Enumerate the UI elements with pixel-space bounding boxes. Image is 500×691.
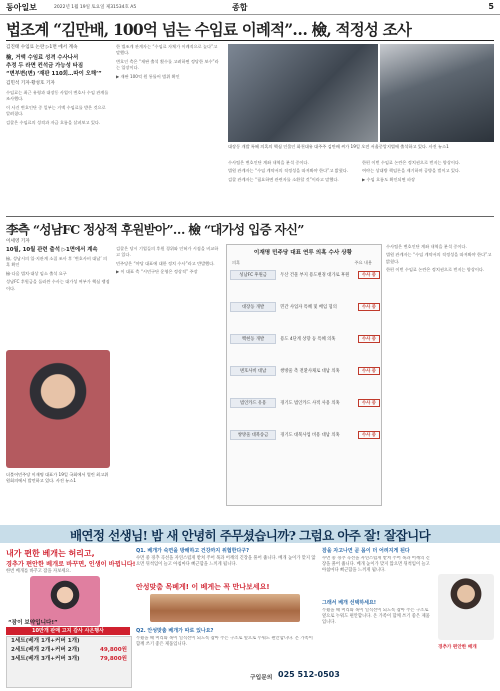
article2-col1 — [6, 256, 110, 346]
ad-center-big: 안성맞춤 목베게! 이 베게는 꼭 만나보세요! — [136, 583, 270, 591]
price-amount: 49,800원 — [100, 647, 127, 653]
headline-rule — [6, 40, 494, 41]
article1-paragraph: 검찰은 수임료의 성격과 자금 흐름을 살펴보고 있다. — [6, 119, 101, 125]
table-cell-detail: 쌍방울 측 전환사채로 대납 의혹 — [280, 369, 340, 374]
article1-paragraph: 한 법조계 관계자는 “수임료 자체가 이례적으로 높다”고 말했다. — [116, 44, 218, 56]
ad-right-head-2: 그래서 베개 선택하세요! — [322, 600, 377, 606]
ad-right-head-1: 잠을 자고나면 곧 몸이 더 어려지게 된다 — [322, 548, 410, 554]
ad-question-1-body: 수면 중 경추 곡선을 자연스럽게 받쳐 주어 목과 어깨의 긴장을 풀어 줍니다. 베개 높이가 맞지 않으면 뒤척임이 늘고 아침마다 뻐근함을 느끼게 됩니다. — [136, 556, 316, 567]
article1-paragraph: 법원 관계자는 “수임 계약서의 적정성을 따져봐야 한다”고 밝혔다. — [228, 168, 349, 174]
article1-paragraph: 변호인 측은 “재판 출석 횟수를 고려하면 정당한 보수”라는 입장이다. — [116, 58, 219, 71]
article2-col2 — [116, 246, 220, 518]
table-cell-status: 수사 중 — [358, 271, 380, 279]
article1-paragraph: 이 사건 변호인단 중 일부는 거액 수임료를 받은 것으로 알려졌다. — [6, 104, 106, 117]
article1-paragraph: ▶ 수임 흐름도 확인되면 파장 — [362, 176, 416, 182]
table-cell-issue: 변호사비 대납 — [230, 366, 276, 376]
ad-red-note: 한번 베개를 바꾸고 잠을 자보세요. — [6, 569, 71, 574]
article2-paragraph: 檢, 성남시의 입·지관계 소집 조사 후 ‘변호사비 대납’ 의혹 확인 — [6, 256, 108, 268]
table-title: 이재명 민주당 대표 연루 의혹 수사 상황 — [253, 250, 353, 256]
table-header-right: 주요 내용 — [354, 260, 372, 265]
article1-paragraph: 수사팀은 변호인단 계좌 내역을 분석 중이다. — [228, 160, 309, 165]
table-cell-detail: 민간 사업자 특혜 및 배임 혐의 — [280, 305, 337, 310]
article1-col5 — [362, 160, 494, 212]
ad-red-headline-1: 내가 편한 베개는 허리고, — [6, 549, 95, 558]
table-cell-detail: 두산 건물 부지 용도변경 대가로 후원 — [280, 273, 350, 278]
table-header-left: 의혹 — [232, 260, 241, 265]
article1-col3 — [228, 160, 356, 212]
table-row — [230, 398, 380, 408]
article2-paragraph: 검찰은 당시 기업들의 후원 경위와 인허가 시점을 비교하고 있다. — [116, 246, 219, 258]
ad-right-label: 경추가 편안한 베개 — [438, 645, 477, 650]
article2-subhead: 10월, 10월 관련 출석 ▷1면에서 계속 — [6, 247, 98, 253]
table-cell-status: 수사 중 — [358, 367, 380, 375]
article1-photo-2 — [380, 44, 494, 142]
price-row — [7, 655, 131, 664]
ad-question-1: Q1. 베개가 숙면을 방해하고 건강까지 위협한다구? — [136, 548, 250, 554]
table-cell-status: 수사 중 — [358, 399, 380, 407]
price-row — [7, 637, 131, 646]
article2-photo-caption: 더불어민주당 이재명 대표가 19일 국회에서 열린 최고위원회의에서 발언하고 있다. 사진 뉴스1 — [6, 472, 109, 483]
article1-paragraph: 검찰 관계자는 “필요하면 관련자를 소환할 것”이라고 말했다. — [228, 176, 339, 182]
price-row — [7, 646, 131, 655]
article1-photo — [228, 44, 378, 142]
subhead-1: 檢, 거액 수임료 성격 수사나서 — [6, 55, 79, 61]
byline-continued: 김진태 수임료 논란 ▷1면 에서 계속 — [6, 45, 78, 50]
article2-paragraph: 민주당은 “야당 대표에 대한 정치 수사”라고 반발했다. — [116, 260, 215, 266]
headline-main: 법조계 “김만배, 100억 넘는 수임료 이례적”… 檢, 적정성 조사 — [6, 20, 412, 39]
newspaper-logo: 동아일보 — [6, 2, 37, 12]
article1-paragraph: 수임료는 최근 유령과 대장동 사업이 변호사 수임 관계를 조사했다. — [6, 90, 109, 102]
table-row — [230, 366, 380, 376]
article1-paragraph: 여야는 상대방 책임론을 제기하며 공방을 벌이고 있다. — [362, 168, 461, 174]
article2-photo — [6, 350, 110, 468]
table-cell-issue: 대장동 개발 — [230, 302, 276, 312]
article2-paragraph: ▶ 이 대표 측 “시민구단 운영은 정상적” 주장 — [116, 269, 198, 275]
table-row — [230, 430, 380, 440]
table-cell-issue: 성남FC 후원금 — [230, 270, 276, 280]
ad-right-body: 수면 중 경추 곡선을 자연스럽게 받쳐 주어 목과 어깨의 긴장을 풀어 줍니다. 베개 높이가 맞지 않으면 뒤척임이 늘고 아침마다 뻐근함을 느끼게 됩니다. — [322, 556, 430, 573]
ad-price-box — [6, 636, 132, 688]
pillow-product-image — [150, 594, 300, 622]
price-amount: 79,800원 — [100, 656, 127, 662]
ad-ribbon: 10만개 판매 고지 감사 사은행사 — [6, 627, 130, 635]
ad-red-headline-2: 경추가 편안한 베개로 바꾸면, 인생이 바뀝니다! — [6, 561, 136, 568]
table-row — [230, 270, 380, 280]
subhead-2: 추정 두 라면 컨석금 가능성 타짐 — [6, 63, 84, 69]
price-label: 3세트(베개 3개+커버 3개) — [11, 656, 80, 662]
article2-paragraph: 한편 이번 수임료 논란은 정치권으로 번지는 양상이다. — [386, 267, 485, 273]
table-header — [232, 260, 372, 266]
article2-col4 — [386, 244, 494, 516]
article2-paragraph: 법원 관계자는 “수임 계약서의 적정성을 따져봐야 한다”고 밝혔다. — [386, 252, 492, 264]
table-cell-status: 수사 중 — [358, 431, 380, 439]
article2-paragraph: 성남FC 후원금을 둘러싼 수사는 대가성 여부가 핵심 쟁점이다. — [6, 279, 110, 291]
subhead-3: “변부변(변) ‘재판 110회…따이 오해’” — [6, 71, 102, 77]
table-cell-issue: 법인카드 유용 — [230, 398, 276, 408]
table-row — [230, 302, 380, 312]
table-cell-status: 수사 중 — [358, 303, 380, 311]
table-row — [230, 334, 380, 344]
table-cell-detail: 경기도 대북사업 비용 대납 의혹 — [280, 433, 340, 438]
table-cell-detail: 경기도 법인카드 사적 사용 의혹 — [280, 401, 340, 406]
table-cell-status: 수사 중 — [358, 335, 380, 343]
dateline: 2022년 1월 19일 토요일 제31534호 A5 — [54, 5, 137, 10]
table-cell-issue: 쌍방울 대북송금 — [230, 430, 276, 440]
price-label: 1세트(베개 1개+커버 1개) — [11, 638, 80, 644]
ad-quote: “잠이 보약입니다!” — [8, 620, 58, 626]
table-cell-issue: 백현동 개발 — [230, 334, 276, 344]
ad-doctor-photo — [438, 574, 494, 640]
article1-col2 — [116, 44, 220, 210]
headline-second: 李측 “성남FC 정상적 후원받아”… 檢 “대가성 입증 자신” — [6, 222, 304, 237]
ad-question-2: Q2. 안성맞춤 베개가 따로 있나요? — [136, 628, 214, 634]
phone-label: 구입문의 — [250, 675, 273, 681]
article2-paragraph: 檢·다음 법치·대상 임소 출석 요구 — [6, 270, 67, 276]
ad-title: 배연정 선생님! 밤 새 안녕히 주무셨습니까? 그럼요 아주 잘! 잘잡니다 — [69, 528, 431, 543]
ad-right-body-2: 누웠을 때 머리와 목이 일직선이 되도록 잡아 주는 구조로 옆으로 누워도 편안합니다. 온 가족이 함께 쓰기 좋은 제품입니다. — [322, 608, 430, 625]
price-label: 2세트(베개 2개+커버 2개) — [11, 647, 80, 653]
article2-byline: 이세영 기자 — [6, 239, 30, 244]
article1-paragraph: ▶ 재판 100억 원 통틀어 범위 확인 — [116, 73, 180, 79]
article2-paragraph: 수사팀은 변호인단 계좌 내역을 분석 중이다. — [386, 244, 467, 249]
section-name: 종합 — [232, 3, 248, 12]
table-rows — [230, 270, 380, 462]
article1-col1 — [6, 90, 110, 210]
article-divider — [6, 216, 494, 217]
article1-photo-caption: 대장동 개발 특혜 의혹의 핵심 인물인 화천대유 대주주 김만배 씨가 19일 오전 서울중앙지법에 출석하고 있다. 사진 뉴스1 — [228, 144, 449, 149]
byline-authors: 김민석 기자·황성호 기자 — [6, 81, 55, 86]
table-cell-detail: 용도 4단계 상향 등 특혜 의혹 — [280, 337, 336, 342]
article1-paragraph: 한편 이번 수임료 논란은 정치권으로 번지는 양상이다. — [362, 160, 461, 165]
ad-question-2-body: 누웠을 때 머리와 목이 일직선이 되도록 잡아 주는 구조로 옆으로 누워도 편안합니다. 온 가족이 함께 쓰기 좋은 제품입니다. — [136, 636, 313, 647]
phone-number: 025 512-0503 — [278, 670, 340, 679]
page-number: 5 — [488, 2, 494, 11]
